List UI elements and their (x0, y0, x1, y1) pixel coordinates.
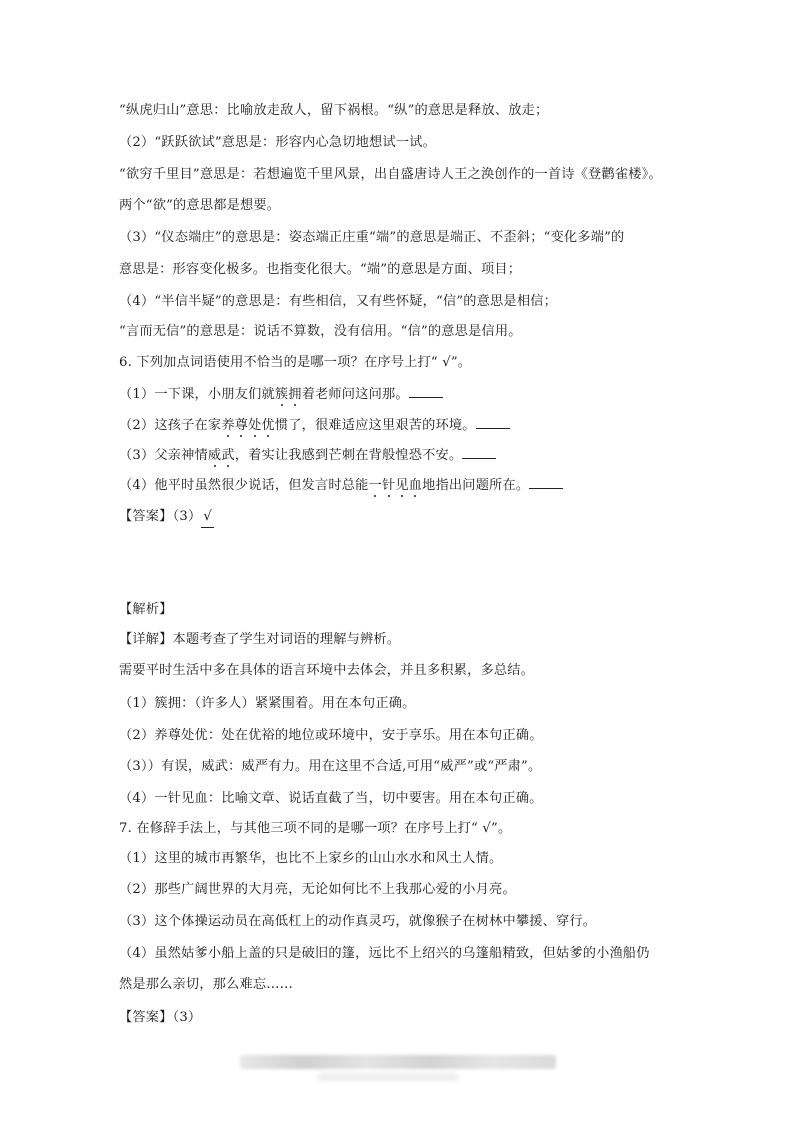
dotted-char: 尊 (234, 418, 249, 433)
q7-option-2: （2）那些广阔世界的大月亮，无论如何比不上我那心爱的小月亮。 (119, 882, 516, 897)
answer-blank[interactable] (529, 474, 563, 489)
check-mark: √ (201, 507, 214, 528)
question-7-stem: 7. 在修辞手法上，与其他三项不同的是哪一项？在序号上打“ √”。 (119, 821, 512, 836)
dotted-char: 威 (207, 448, 222, 463)
text-line: （2）“跃跃欲试”意思是：形容内心急切地想试一试。 (119, 135, 436, 150)
q6-option-2 (119, 414, 679, 436)
answer-blank[interactable] (462, 444, 496, 459)
answer-blank[interactable] (409, 383, 443, 398)
answer-7: 【答案】（3） (119, 1010, 202, 1025)
answer-blank[interactable] (476, 414, 510, 429)
text-line: （2）养尊处优：处在优裕的地位或环境中，安于享乐。用在本句正确。 (119, 728, 543, 743)
option-text: 惯了，很难适应这里艰苦的环境。 (274, 418, 476, 433)
dotted-char: 见 (395, 478, 409, 493)
option-text: 着老师问这问那。 (301, 387, 409, 402)
text-line: （1）簇拥：（许多人）紧紧围着。用在本句正确。 (119, 696, 416, 711)
text-line: （4）一针见血：比喻文章、说话直截了当，切中要害。用在本句正确。 (119, 791, 543, 806)
analysis-heading: 【解析】 (119, 602, 173, 617)
text-line: “言而无信”的意思是：说话不算数，没有信用。“信”的意思是信用。 (119, 324, 522, 339)
dotted-char: 武 (221, 448, 235, 463)
q6-option-3 (119, 444, 679, 466)
dotted-char: 血 (408, 478, 423, 493)
option-text: （4）他平时虽然很少说话，但发言时总能 (119, 478, 369, 493)
answer-6 (119, 507, 679, 528)
dotted-char: 处 (248, 418, 262, 433)
option-text: 地指出问题所在。 (422, 478, 530, 493)
text-line: （3）“仪态端庄”的意思是：姿态端正庄重“端”的意思是端正、不歪斜；“变化多端”的 (119, 230, 625, 245)
question-6-stem: 6. 下列加点词语使用不恰当的是哪一项？在序号上打“ √”。 (119, 355, 472, 370)
option-text: ，着实让我感到芒刺在背般惶恐不安。 (234, 448, 463, 463)
text-line: 两个“欲”的意思都是想要。 (119, 198, 281, 213)
answer-number: （3） (172, 509, 202, 524)
answer-label: 【答案】 (119, 509, 173, 524)
text-line: 需要平时生活中多在具体的语言环境中去体会，并且多积累，多总结。 (119, 663, 535, 678)
dotted-char: 拥 (288, 387, 302, 402)
q6-option-4 (119, 474, 679, 496)
text-line: （3））有误，威武：威严有力。用在这里不合适,可用“威严”或“严肃”。 (119, 759, 542, 774)
q7-option-3: （3）这个体操运动员在高低杠上的动作真灵巧，就像猴子在树林中攀援、穿行。 (119, 914, 597, 929)
text-line: （4）“半信半疑”的意思是：有些相信，又有些怀疑，“信”的意思是相信； (119, 294, 557, 309)
blurred-footer-sub (318, 1073, 458, 1081)
option-text: （1）一下课，小朋友们就 (119, 387, 275, 402)
dotted-char: 一 (368, 478, 382, 493)
option-text: （3）父亲神情 (119, 448, 208, 463)
q7-option-1: （1）这里的城市再繁华，也比不上家乡的山山水水和风土人情。 (119, 851, 503, 866)
q7-option-4: （4）虽然姑爹小船上盖的只是破旧的篷，远比不上绍兴的乌篷船精致，但姑爹的小渔船仍 (119, 946, 650, 961)
dotted-char: 优 (261, 418, 275, 433)
analysis-detail: 【详解】本题考查了学生对词语的理解与辨析。 (119, 632, 401, 647)
text-line: “欲穷千里目”意思是：若想遍览千里风景，出自盛唐诗人王之涣创作的一首诗《登鹳雀楼》。 (119, 167, 662, 182)
q6-option-1 (119, 383, 679, 405)
text-line: 意思是：形容变化极多。也指变化很大。“端”的意思是方面、项目； (119, 262, 522, 277)
dotted-char: 簇 (274, 387, 289, 402)
dotted-char: 养 (221, 418, 235, 433)
dotted-char: 针 (381, 478, 396, 493)
q7-option-4-cont: 然是那么亲切，那么难忘…… (119, 977, 294, 992)
text-line: “纵虎归山”意思：比喻放走敌人，留下祸根。“纵”的意思是释放、放走； (119, 103, 549, 118)
option-text: （2）这孩子在家 (119, 418, 222, 433)
blurred-footer (240, 1055, 556, 1069)
